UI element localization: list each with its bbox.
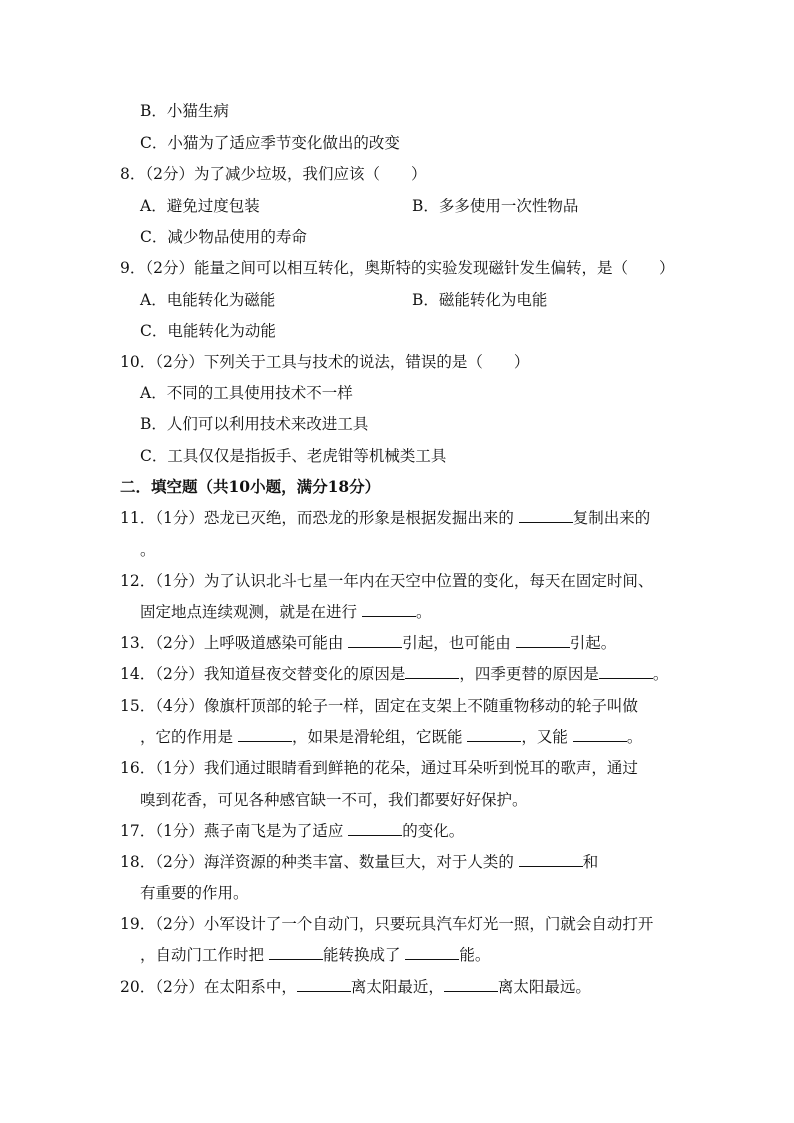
q18-blank[interactable] [519,852,583,867]
q12-text-c: 。 [415,603,432,621]
q18-line2: 有重要的作用。 [140,884,249,902]
q20-text-a: 20．（2分）在太阳系中， [120,978,297,996]
q17-line [120,821,464,841]
q19-blank-1[interactable] [269,945,323,960]
q17-blank[interactable] [348,821,402,836]
q15-blank-2[interactable] [467,727,521,742]
q13-blank-2[interactable] [516,633,570,648]
q7-option-c: C．小猫为了适应季节变化做出的改变 [140,134,400,152]
q18-text-b: 和 [582,853,599,871]
q19-blank-2[interactable] [405,945,459,960]
q14-blank-1[interactable] [405,664,459,679]
q9-option-c: C．电能转化为动能 [140,322,276,340]
q12-line2 [140,602,431,622]
q10-option-b: B．人们可以利用技术来改进工具 [140,415,369,433]
q15-text-d: ，又能 [521,728,573,746]
q13-line [120,633,616,653]
q19-text-b: ，自动门工作时把 [140,946,269,964]
q15-line1: 15．（4分）像旗杆顶部的轮子一样，固定在支架上不随重物移动的轮子叫做 [120,697,638,715]
q10-option-a: A．不同的工具使用技术不一样 [140,384,353,402]
q9-option-b: B．磁能转化为电能 [412,291,548,309]
q11-line1 [120,508,650,528]
q17-text-b: 的变化。 [402,822,465,840]
q20-blank-2[interactable] [444,977,498,992]
q19-line1: 19．（2分）小军设计了一个自动门，只要玩具汽车灯光一照，门就会自动打开 [120,915,654,933]
q11-blank[interactable] [519,508,573,523]
q20-blank-1[interactable] [297,977,351,992]
q10-option-c: C．工具仅仅是指扳手、老虎钳等机械类工具 [140,447,447,465]
q9-stem: 9．（2分）能量之间可以相互转化，奥斯特的实验发现磁针发生偏转，是（ ） [120,259,675,277]
q19-line2 [140,945,490,965]
q14-blank-2[interactable] [599,664,653,679]
q14-text-b: ，四季更替的原因是 [459,665,599,683]
q13-text-a: 13．（2分）上呼吸道感染可能由 [120,634,349,652]
q20-line [120,977,591,997]
q20-text-c: 离太阳最远。 [497,978,591,996]
q13-text-c: 引起。 [569,634,617,652]
q12-blank[interactable] [362,602,416,617]
q15-text-c: ，如果是滑轮组，它既能 [291,728,468,746]
q11-text-b: 复制出来的 [572,509,651,527]
section-heading: 二．填空题（共10小题，满分18分） [120,477,381,496]
q17-text-a: 17．（1分）燕子南飞是为了适应 [120,822,349,840]
q15-line2 [140,727,642,747]
q15-text-e: 。 [626,728,643,746]
q18-line1 [120,852,598,872]
q18-text-a: 18．（2分）海洋资源的种类丰富、数量巨大，对于人类的 [120,853,519,871]
q16-line2: 嗅到花香，可见各种感官缺一不可，我们都要好好保护。 [140,791,528,809]
q8-option-a: A．避免过度包装 [140,197,260,215]
q8-stem: 8．（2分）为了减少垃圾，我们应该（ ） [120,165,427,183]
q19-text-c: 能转换成了 [322,946,406,964]
q14-text-a: 14．（2分）我知道昼夜交替变化的原因是 [120,665,406,683]
q13-blank-1[interactable] [348,633,402,648]
q20-text-b: 离太阳最近， [350,978,444,996]
q11-line2: 。 [140,541,156,559]
q14-line [120,664,668,684]
q19-text-d: 能。 [459,946,491,964]
q9-option-a: A．电能转化为磁能 [140,291,276,309]
q7-option-b: B．小猫生病 [140,102,229,120]
q14-text-c: 。 [652,665,669,683]
q15-blank-1[interactable] [238,727,292,742]
q10-stem: 10．（2分）下列关于工具与技术的说法，错误的是（ ） [120,353,530,371]
q16-line1: 16．（1分）我们通过眼睛看到鲜艳的花朵，通过耳朵听到悦耳的歌声，通过 [120,759,638,777]
q13-text-b: 引起，也可能由 [402,634,516,652]
q8-option-c: C．减少物品使用的寿命 [140,228,307,246]
q15-text-b: ，它的作用是 [140,728,238,746]
q11-text-a: 11．（1分）恐龙已灭绝，而恐龙的形象是根据发掘出来的 [120,509,519,527]
q12-line1: 12．（1分）为了认识北斗七星一年内在天空中位置的变化，每天在固定时间、 [120,572,654,590]
q12-text-b: 固定地点连续观测，就是在进行 [140,603,362,621]
q8-option-b: B．多多使用一次性物品 [412,197,579,215]
q15-blank-3[interactable] [573,727,627,742]
